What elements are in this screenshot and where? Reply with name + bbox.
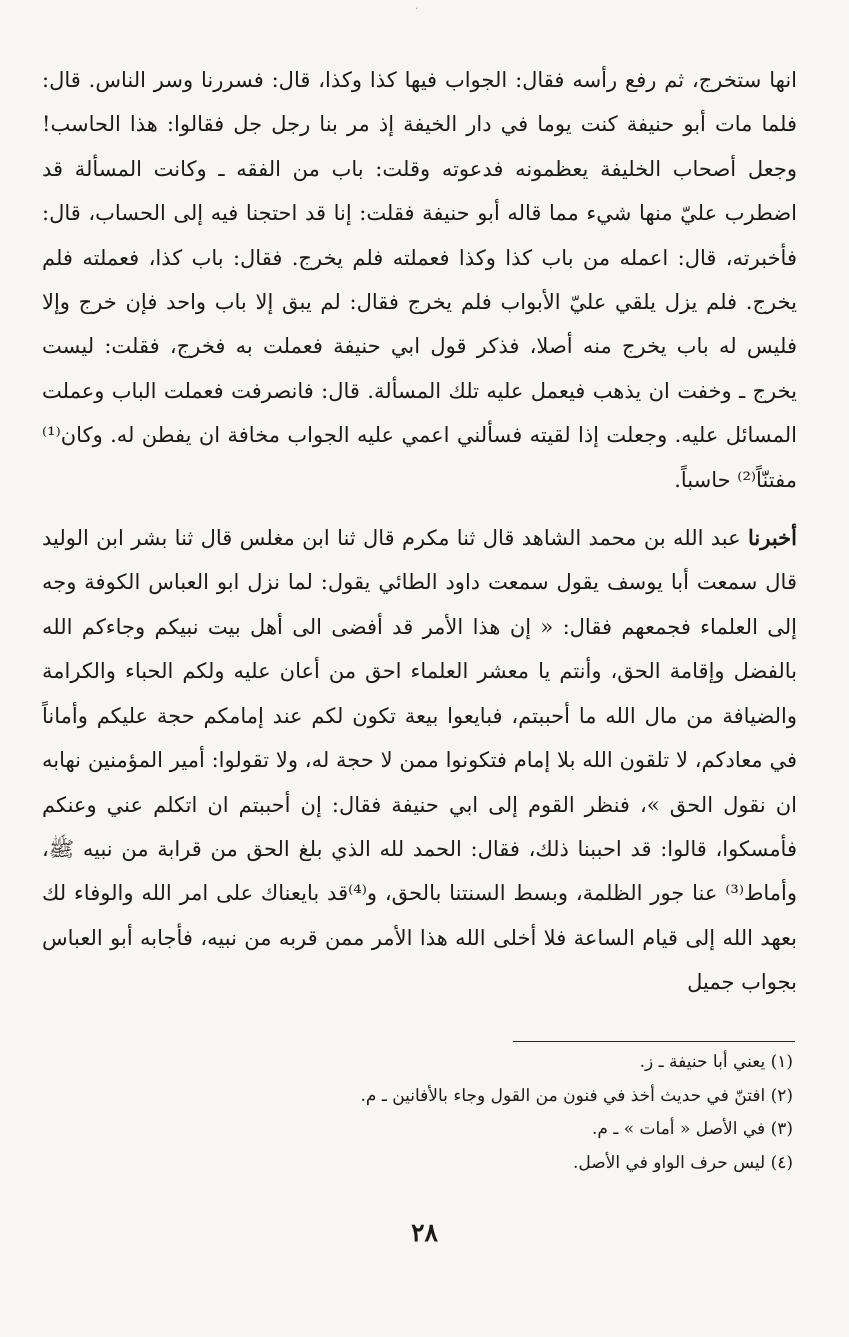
main-text xyxy=(42,58,797,1005)
paragraph-1-text: انها ستخرج، ثم رفع رأسه فقال: الجواب فيها كذا وكذا، قال: فسررنا وسر الناس. قال: فلما مات أبو حنيفة كنت يوما في دار الخيفة إذ مر بنا رجل جل فقالوا: هذا الحاسب! وجعل أصحاب الخليفة يعظمونه فدعوته وقلت: باب من الفقه ـ وكانت المسألة قد اضطرب عليّ منها شيء مما قاله أبو حنيفة فقلت: إنا قد احتجنا فيه إلى الحساب، قال: فأخبرته، قال: اعمله من باب كذا وكذا فعملته فلم يخرج. فقال: باب كذا، فعملته فلم يخرج. فلم يزل يلقي عليّ الأبواب فلم يخرج فقال: لم يبق إلا باب واحد فإن خرج وإلا فليس له باب يخرج منه أصلا، فذكر قول ابي حنيفة فعملت به فخرج، فقلت: ليست يخرج ـ وخفت ان يذهب فيعمل عليه تلك المسألة. قال: فانصرفت فعملت الباب وعملت المسائل عليه. وجعلت إذا لقيته فسألني اعمي عليه الجواب مخافة ان يفطن له. وكان⁽¹⁾ مفتنّاً⁽²⁾ حاسباً. xyxy=(42,68,797,492)
scan-speck: · xyxy=(415,4,419,15)
footnote-2: (٢) افتنّ في حديث أخذ في فنون من القول وجاء بالأفانين ـ م. xyxy=(360,1085,793,1106)
footnote-divider xyxy=(513,1041,795,1042)
paragraph-2-lead: أخبرنا xyxy=(748,525,797,551)
footnote-1: (١) يعني أبا حنيفة ـ ز. xyxy=(639,1052,793,1072)
paragraph-2-text: عبد الله بن محمد الشاهد قال ثنا مكرم قال ثنا ابن مغلس قال ثنا بشر ابن الوليد قال سمعت أبا يوسف يقول سمعت داود الطائي يقول: لما نزل ابو العباس الكوفة وجه إلى العلماء فجمعهم فقال: « إن هذا الأمر قد أفضى الى أهل بيت نبيكم وجاءكم الله بالفضل وإقامة الحق، وأنتم يا معشر العلماء احق من أعان عليه ولكم الحباء والكرامة والضيافة من مال الله ما أحببتم، فبايعوا بيعة تكون لكم عند إمامكم حجة عليكم وأماناً في معادكم، لا تلقون الله بلا إمام فتكونوا ممن لا حجة له، ولا تقولوا: أمير المؤمنين نهابه ان نقول الحق »، فنظر القوم إلى ابي حنيفة فقال: إن أحببتم ان اتكلم عني وعنكم فأمسكوا، قالوا: قد احببنا ذلك، فقال: الحمد لله الذي بلغ الحق من قرابة من نبيه ﷺ، وأماط⁽³⁾ عنا جور الظلمة، وبسط السنتنا بالحق، و⁽⁴⁾قد بايعناك على امر الله والوفاء لك بعهد الله إلى قيام الساعة فلا أخلى الله هذا الأمر ممن قربه من نبيه، فأجابه أبو العباس بجواب جميل xyxy=(42,526,798,995)
footnote-3: (٣) في الأصل « أمات » ـ م. xyxy=(592,1119,793,1139)
footnotes xyxy=(93,1046,793,1180)
paragraph-1 xyxy=(42,58,797,502)
paragraph-2 xyxy=(42,516,797,1004)
page-number: ٢٨ xyxy=(411,1218,438,1247)
footnote-4: (٤) ليس حرف الواو في الأصل. xyxy=(573,1152,793,1173)
